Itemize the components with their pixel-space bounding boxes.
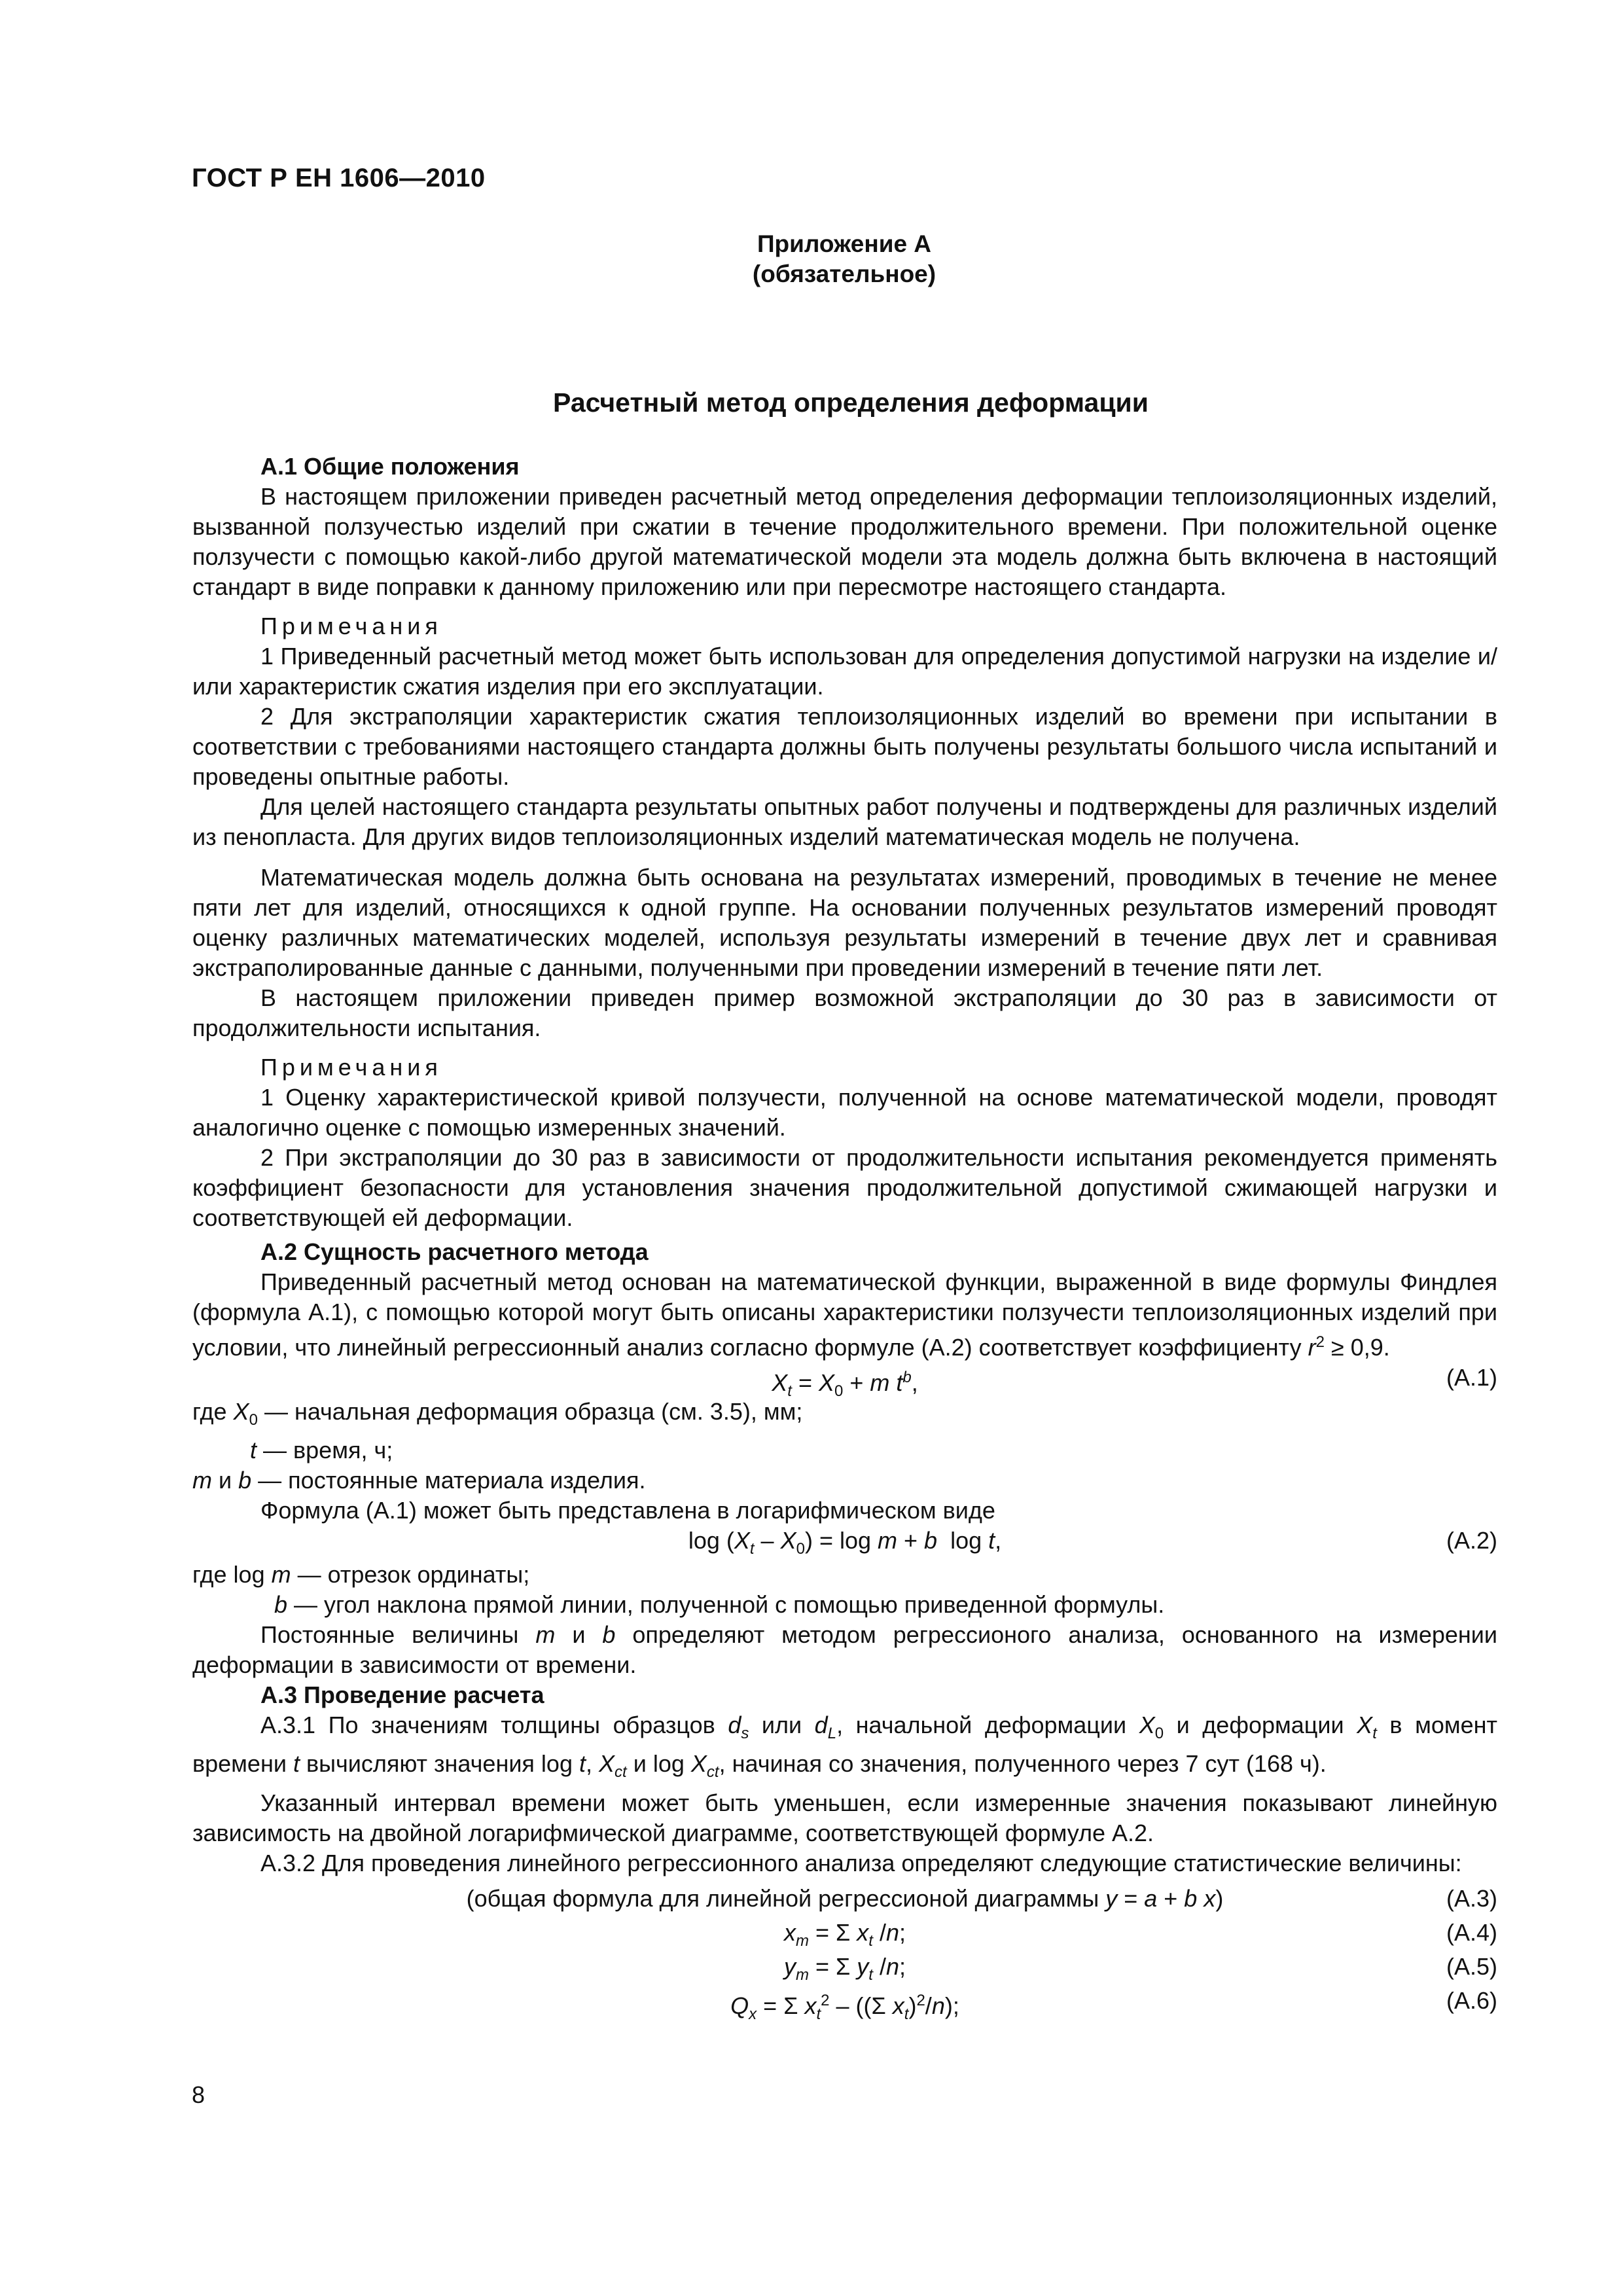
paragraph: Указанный интервал времени может быть уменьшен, если измеренные значения показывают линейную зависимость на двойной логарифмической диаграмме, соответствующей формуле А.2.	[192, 1789, 1497, 1846]
paragraph: Математическая модель должна быть основана на результатах измерений, проводимых в течение не менее пяти лет для изделий, относящихся к одной группе. На основании полученных результатов измерений проводят оценку различных математических моделей, используя результаты измерений в течение двух лет и сравнивая экстраполированные данные с данными, полученными при проведении измерений в течение пяти лет.	[192, 864, 1497, 981]
formula-a4	[192, 1918, 1497, 1952]
formula-a2	[192, 1526, 1497, 1560]
definition: t — время, ч;	[250, 1437, 393, 1464]
paragraph: Формула (А.1) может быть представлена в логарифмическом виде	[260, 1497, 995, 1524]
note: Для целей настоящего стандарта результаты опытных работ получены и подтверждены для различных изделий из пенопласта. Для других видов теплоизоляционных изделий математическая модель не получена.	[192, 793, 1497, 850]
page-number: 8	[192, 2081, 205, 2108]
paragraph: Приведенный расчетный метод основан на математической функции, выраженной в виде формулы Финдлея (формула А.1), с помощью которой могут быть описаны характеристики ползучести теплоизоляционных изделий при условии, что линейный регрессионный анализ согласно формуле (А.2) соответствует коэффициенту $r^2 \ge 0,9$.	[192, 1268, 1497, 1361]
formula-number: (А.3)	[1446, 1884, 1497, 1912]
formula-number: (А.4)	[1446, 1918, 1497, 1946]
formula-a5	[192, 1952, 1497, 1986]
standard-number: ГОСТ Р ЕН 1606—2010	[192, 164, 486, 192]
formula-number: (А.2)	[1446, 1527, 1497, 1554]
formula-expression: $X_t = X_0 + m$ $t^b$,	[772, 1369, 918, 1401]
formula-number: (А.6)	[1446, 1986, 1497, 2014]
formula-expression: $x_m = \Sigma$ $x_t$ /n;	[783, 1918, 906, 1950]
definition: b — угол наклона прямой линии, полученной с помощью приведенной формулы.	[274, 1591, 1165, 1619]
section-a3-heading: А.3 Проведение расчета	[260, 1681, 544, 1709]
formula-number: (А.1)	[1446, 1364, 1497, 1391]
formula-number: (А.5)	[1446, 1952, 1497, 1980]
note: 2 Для экстраполяции характеристик сжатия теплоизоляционных изделий во времени при испытании в соответствии с требованиями настоящего стандарта должны быть получены результаты большого числа испытаний и проведены опытные работы.	[192, 703, 1497, 790]
annex-title: Приложение А	[757, 230, 932, 257]
note: 2 При экстраполяции до 30 раз в зависимости от продолжительности испытания рекомендуется применять коэффициент безопасности для установления значения продолжительной допустимой сжимающей нагрузки и соответствующей ей деформации.	[192, 1144, 1497, 1231]
paragraph: А.3.2 Для проведения линейного регрессионного анализа определяют следующие статистические величины:	[260, 1849, 1462, 1876]
annex-status: (обязательное)	[752, 260, 936, 287]
formula-expression: $Q_x = \Sigma$ $x_t^2 - ((\Sigma$ $x_t)^2/n$);	[730, 1991, 959, 2023]
paragraph: А.3.1 По значениям толщины образцов $d_s$ или $d_L$, начальной деформации $X_0$ и деформации $X_t$ в момент времени t вычисляют значения log t, $X_{ct}$ и $\log X_{ct}$, начиная со значения, полученного через 7 сут (168 ч).	[192, 1712, 1498, 1782]
notes-label: Примечания	[260, 1054, 442, 1081]
formula-expression: $y_m = \Sigma$ $y_t$ /n;	[783, 1952, 906, 1984]
note: 1 Оценку характеристической кривой ползучести, полученной на основе математической модели, проводят аналогично оценке с помощью измеренных значений.	[192, 1084, 1497, 1141]
formula-expression: $\log (X_t - X_0) = \log m + b$ log t,	[688, 1527, 1002, 1558]
page-title: Расчетный метод определения деформации	[553, 387, 1149, 418]
formula-a6	[192, 1986, 1497, 2023]
document-body	[192, 452, 1498, 2023]
section-a1-heading: А.1 Общие положения	[260, 453, 520, 480]
notes-label: Примечания	[260, 613, 442, 639]
definition: где $X_0$ — начальная деформация образца (см. 3.5), мм;	[192, 1398, 803, 1429]
formula-a1	[192, 1363, 1497, 1401]
definition: где log m — отрезок ординаты;	[192, 1561, 530, 1588]
formula-expression: (общая формула для линейной регрессионой диаграммы y = a + b x)	[466, 1884, 1224, 1912]
paragraph: Постоянные величины m и b определяют методом регрессионого анализа, основанного на измерении деформации в зависимости от времени.	[192, 1621, 1497, 1679]
formula-a3	[192, 1884, 1497, 1918]
note: 1 Приведенный расчетный метод может быть использован для определения допустимой нагрузки на изделие и/или характеристик сжатия изделия при его эксплуатации.	[192, 643, 1497, 700]
paragraph: В настоящем приложении приведен расчетный метод определения деформации теплоизоляционных изделий, вызванной ползучестью изделий при сжатии в течение продолжительного времени. При положительной оценке ползучести с помощью какой-либо другой математической модели эта модель должна быть включена в настоящий стандарт в виде поправки к данному приложению или при пересмотре настоящего стандарта.	[192, 483, 1497, 600]
paragraph: В настоящем приложении приведен пример возможной экстраполяции до 30 раз в зависимости от продолжительности испытания.	[192, 984, 1497, 1041]
section-a2-heading: А.2 Сущность расчетного метода	[260, 1238, 649, 1265]
definition: m и b — постоянные материала изделия.	[192, 1467, 646, 1494]
